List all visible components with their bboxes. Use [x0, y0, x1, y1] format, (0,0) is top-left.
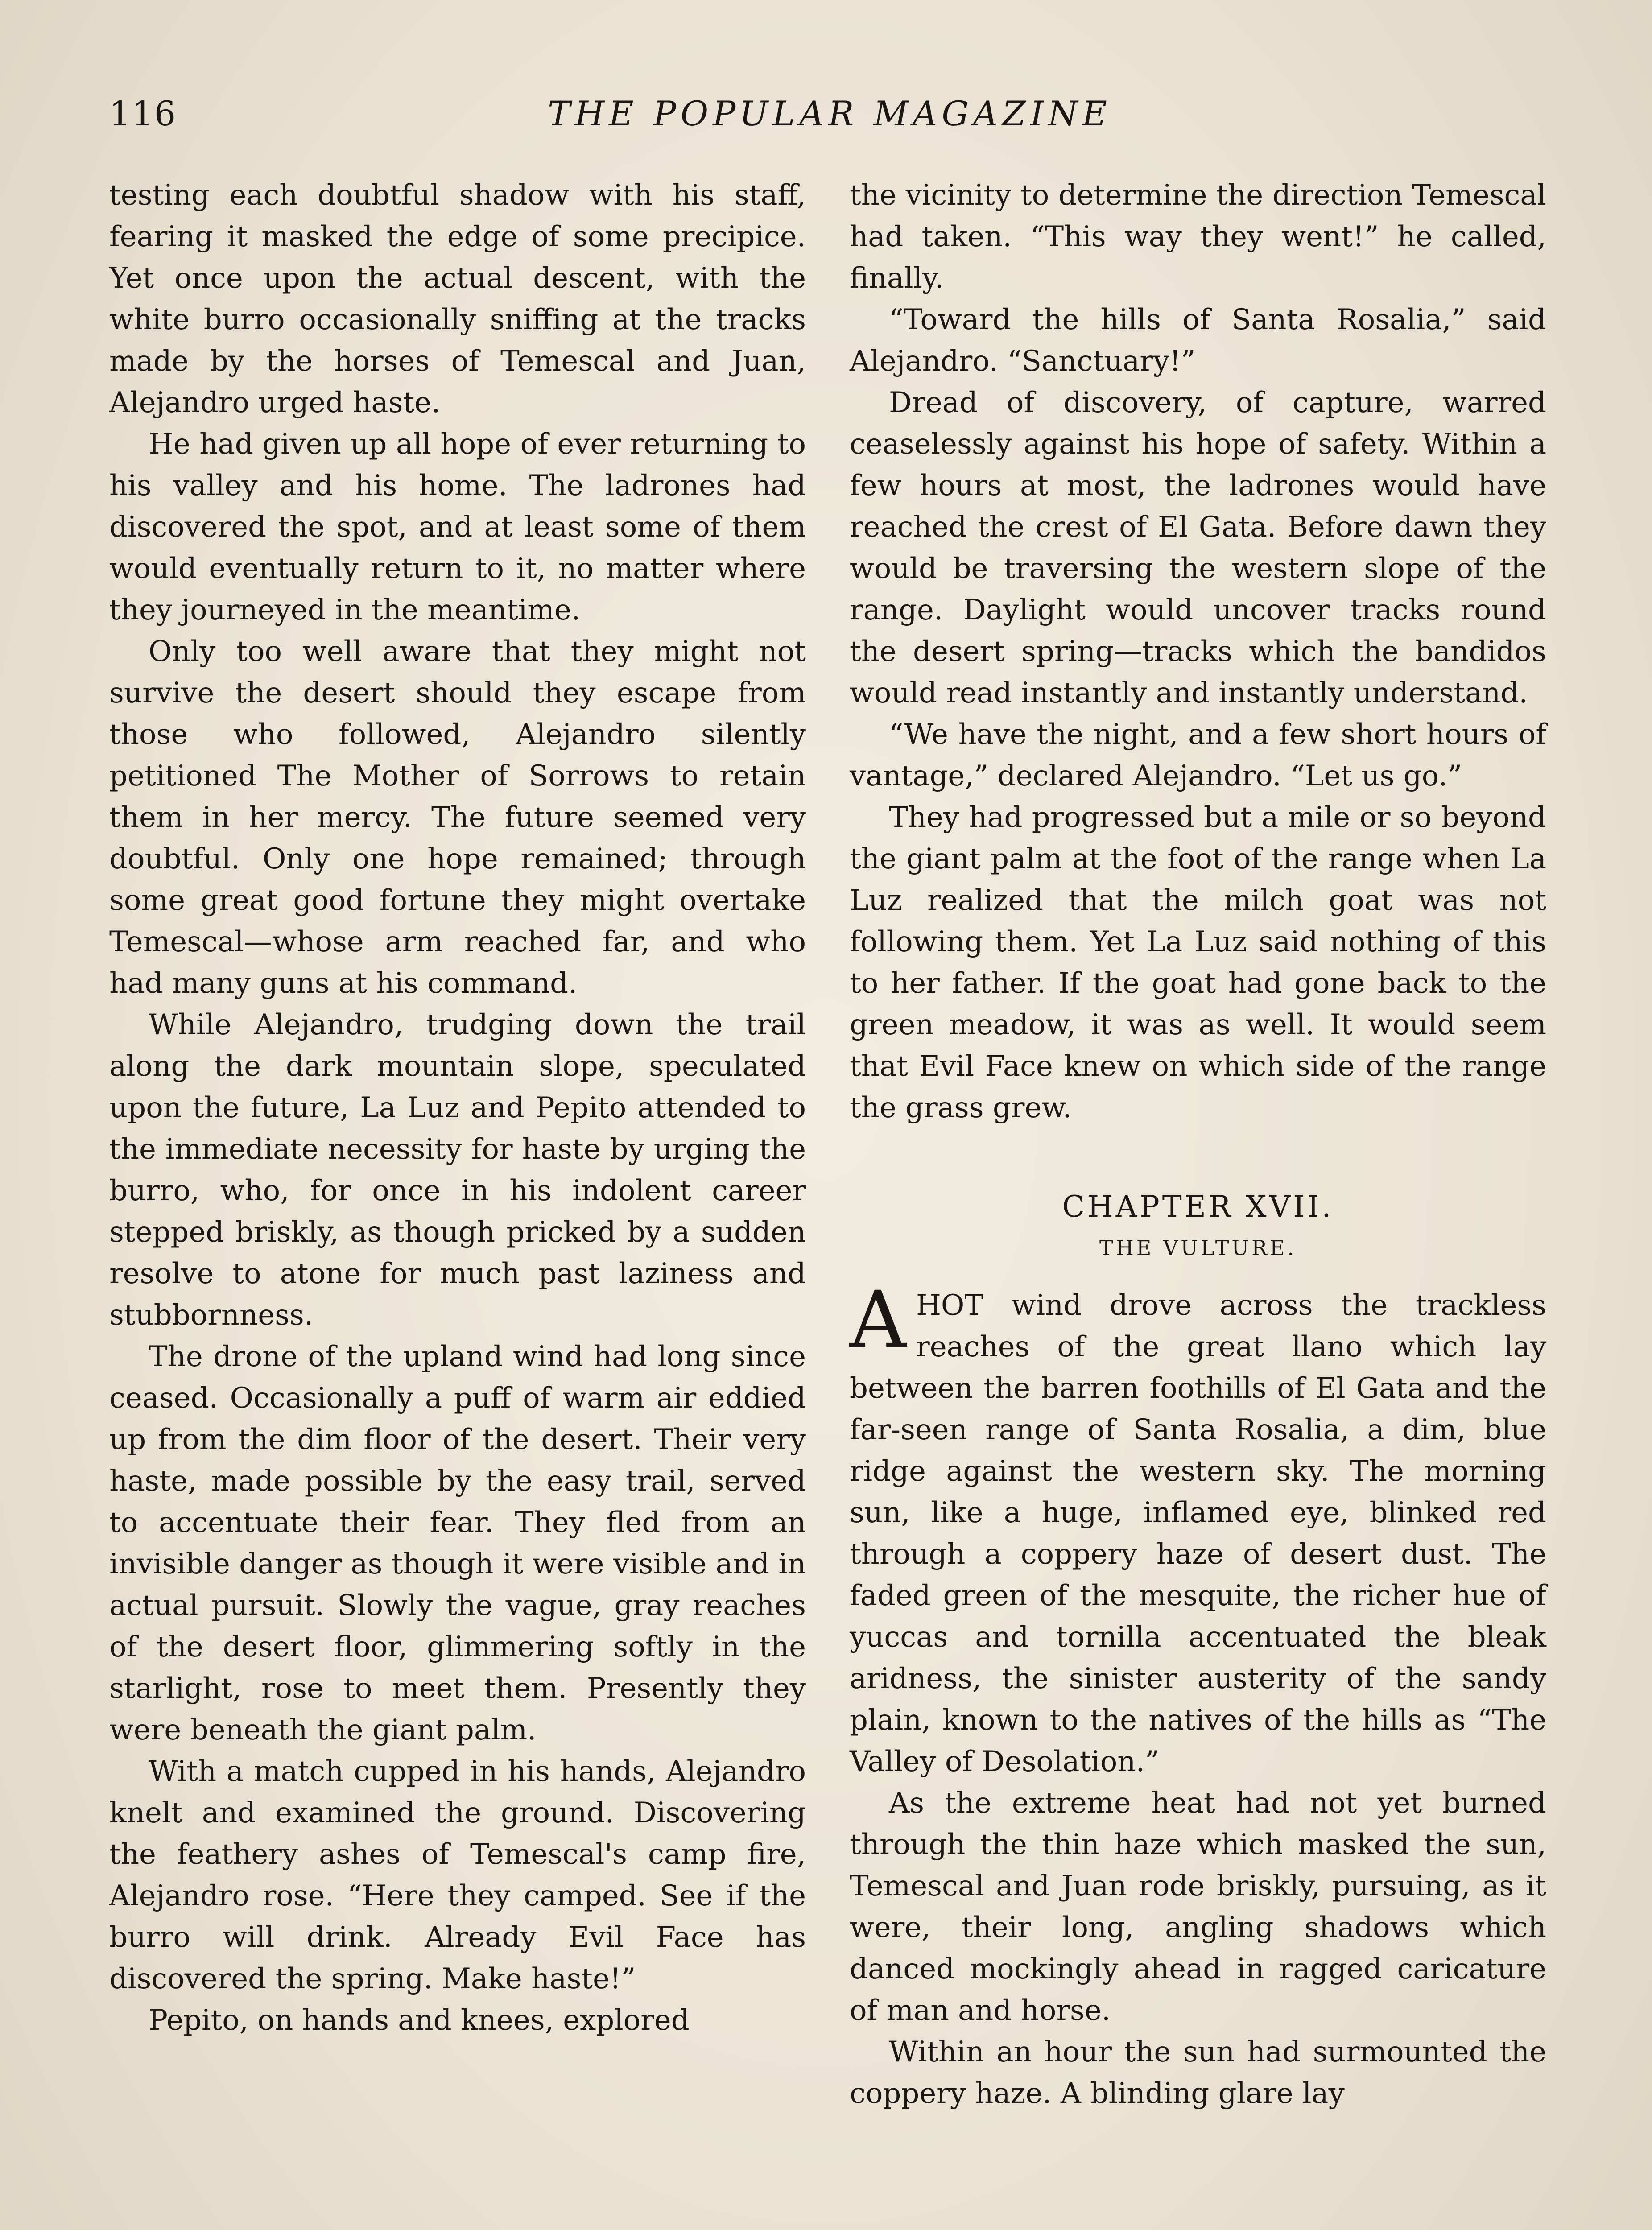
left-paragraph-5: The drone of the upland wind had long since ceased. Occasionally a puff of warm air eddied up from the dim floor of the desert. Their very haste, made possible by the easy trail, served to accentuate their fear. They fled from an invisible danger as though it were visible and in actual pursuit. Slowly the vague, gray reaches of the desert floor, glimmering softly in the starlight, rose to meet them. Presently they were beneath the giant palm. — [109, 1340, 806, 1747]
page-number: 116 — [109, 94, 177, 133]
chapter-title: THE VULTURE. — [1099, 1236, 1297, 1260]
left-paragraph-3: Only too well aware that they might not survive the desert should they escape from those who followed, Alejandro silently petitioned The Mother of Sorrows to retain them in her mercy. The future seemed very doubtful. Only one hope remained; through some great good fortune they might overtake Temescal—whose arm reached far, and who had many guns at his command. — [109, 635, 806, 1000]
left-column — [109, 175, 806, 2041]
chapter-number: CHAPTER XVII. — [1062, 1189, 1334, 1224]
chapter-opening-paragraph — [850, 1274, 1546, 1783]
running-head: THE POPULAR MAGAZINE — [548, 94, 1111, 133]
right-column — [850, 175, 1546, 2114]
right-paragraph-4: “We have the night, and a few short hours of vantage,” declared Alejandro. “Let us go.” — [850, 718, 1546, 793]
left-paragraph-1: testing each doubtful shadow with his staff, fearing it masked the edge of some precipice. Yet once upon the actual descent, with the white burro occasionally sniffing at the tracks made by the horses of Temescal and Juan, Alejandro urged haste. — [109, 179, 806, 419]
right-paragraph-8: Within an hour the sun had surmounted the coppery haze. A blinding glare lay — [850, 2036, 1546, 2110]
right-paragraph-7: As the extreme heat had not yet burned through the thin haze which masked the sun, Temescal and Juan rode briskly, pursuing, as it were, their long, angling shadows which danced mockingly ahead in ragged caricature of man and horse. — [850, 1787, 1546, 2027]
drop-cap: A — [850, 1274, 907, 1366]
right-paragraph-1: the vicinity to determine the direction Temescal had taken. “This way they went!” he called, finally. — [850, 179, 1546, 295]
left-paragraph-7: Pepito, on hands and knees, explored — [149, 2004, 690, 2037]
left-paragraph-2: He had given up all hope of ever returning to his valley and his home. The ladrones had discovered the spot, and at least some of them would eventually return to it, no matter where they journeyed in the meantime. — [109, 428, 806, 627]
left-paragraph-6: With a match cupped in his hands, Alejandro knelt and examined the ground. Discovering the feathery ashes of Temescal's camp fire, Alejandro rose. “Here they camped. See if the burro will drink. Already Evil Face has discovered the spring. Make haste!” — [109, 1755, 806, 1995]
left-paragraph-4: While Alejandro, trudging down the trail along the dark mountain slope, speculated upon the future, La Luz and Pepito attended to the immediate necessity for haste by urging the burro, who, for once in his indolent career stepped briskly, as though pricked by a sudden resolve to atone for much past laziness and stubbornness. — [109, 1008, 806, 1332]
right-paragraph-2: “Toward the hills of Santa Rosalia,” said Alejandro. “Sanctuary!” — [850, 303, 1546, 378]
chapter-opening-text: HOT wind drove across the trackless reaches of the great llano which lay between the barren foothills of El Gata and the far-seen range of Santa Rosalia, a dim, blue ridge against the western sky. The morning sun, like a huge, inflamed eye, blinked red through a coppery haze of desert dust. The faded green of the mesquite, the richer hue of yuccas and tornilla accentuated the bleak aridness, the sinister austerity of the sandy plain, known to the natives of the hills as “The Valley of Desolation.” — [850, 1289, 1546, 1778]
right-paragraph-3: Dread of discovery, of capture, warred ceaselessly against his hope of safety. Within a few hours at most, the ladrones would have reached the crest of El Gata. Before dawn they would be traversing the western slope of the range. Daylight would uncover tracks round the desert spring—tracks which the bandidos would read instantly and instantly understand. — [850, 386, 1546, 710]
right-paragraph-5: They had progressed but a mile or so beyond the giant palm at the foot of the range when La Luz realized that the milch goat was not following them. Yet La Luz said nothing of this to her father. If the goat had gone back to the green meadow, it was as well. It would seem that Evil Face knew on which side of the range the grass grew. — [850, 801, 1546, 1124]
